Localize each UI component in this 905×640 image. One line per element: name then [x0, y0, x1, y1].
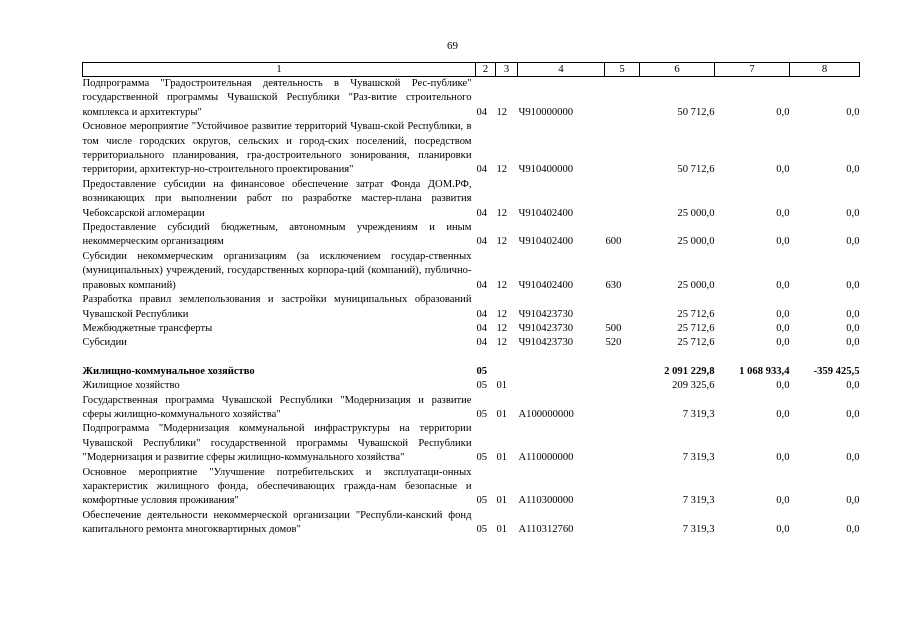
- row-name: Основное мероприятие "Устойчивое развитие территорий Чуваш-ской Республики, в том числе городских округов, сельских и город-ских поселений, посредством территориального планирования, гра-достроительного зонирования, планировки территории, архитектур-но-строительного проектирования": [82, 121, 472, 176]
- table-row: [83, 178, 860, 221]
- row-amount-1: 50 712,6: [677, 106, 715, 118]
- header-row: [83, 63, 860, 77]
- row-expense-type: [605, 120, 640, 178]
- row-subsection: [496, 365, 518, 379]
- row-section: 04: [476, 236, 488, 248]
- spacer-row: [83, 351, 860, 365]
- header-col-6: 6: [640, 63, 715, 77]
- row-section: 04: [476, 322, 488, 334]
- row-amount-2: 0,0: [776, 164, 790, 176]
- row-target-article: А110300000: [518, 495, 574, 507]
- row-section: 05: [476, 524, 488, 536]
- row-subsection: 12: [496, 308, 508, 320]
- row-target-article: Ч910423730: [518, 337, 574, 349]
- row-name: Жилищно-коммунальное хозяйство: [82, 365, 255, 377]
- row-amount-2: 0,0: [776, 452, 790, 464]
- row-section: 04: [476, 106, 488, 118]
- header-col-8: 8: [790, 63, 860, 77]
- row-amount-1: 50 712,6: [677, 164, 715, 176]
- row-expense-type: [605, 178, 640, 221]
- row-section: 04: [476, 279, 488, 291]
- table-row: [83, 379, 860, 393]
- row-amount-3: 0,0: [846, 495, 860, 507]
- row-target-article: Ч910000000: [518, 106, 574, 118]
- row-section: 05: [476, 495, 488, 507]
- row-expense-type: [605, 365, 640, 379]
- spacer-cell: [83, 351, 860, 365]
- row-amount-2: 0,0: [776, 279, 790, 291]
- row-expense-type: [605, 77, 640, 121]
- row-target-article: Ч910400000: [518, 164, 574, 176]
- row-expense-type: [605, 422, 640, 465]
- row-section: 04: [476, 308, 488, 320]
- table-row: [83, 293, 860, 322]
- table-row: [83, 250, 860, 293]
- row-name: Подпрограмма "Модернизация коммунальной инфраструктуры на территории Чувашской Республики" государственной программы Чувашской Республики "Модернизация и развитие сферы жилищно-коммунального хозяйства": [82, 423, 472, 464]
- header-col-4: 4: [518, 63, 605, 77]
- row-name: Субсидии: [82, 337, 127, 349]
- row-amount-3: 0,0: [846, 308, 860, 320]
- row-target-article: А110000000: [518, 452, 574, 464]
- table-row: [83, 322, 860, 336]
- row-amount-1: 25 000,0: [677, 207, 715, 219]
- row-name: Подпрограмма "Градостроительная деятельность в Чувашской Рес-публике" государственной программы Чувашской Республики "Раз-витие строительного комплекса и архитектуры": [82, 78, 472, 118]
- row-amount-3: 0,0: [846, 337, 860, 349]
- row-section: 04: [476, 337, 488, 349]
- row-amount-2: 0,0: [776, 408, 790, 420]
- row-amount-1: 2 091 229,8: [664, 365, 715, 377]
- row-amount-2: 0,0: [776, 308, 790, 320]
- row-name: Обеспечение деятельности некоммерческой организации "Республи-канский фонд капитального ремонта многоквартирных домов": [82, 509, 472, 536]
- row-amount-2: 0,0: [776, 207, 790, 219]
- row-expense-type: [605, 394, 640, 423]
- row-expense-type: 600: [605, 236, 622, 248]
- header-col-1: 1: [83, 63, 476, 77]
- row-amount-1: 209 325,6: [672, 380, 715, 392]
- row-section: 04: [476, 207, 488, 219]
- row-target-article: Ч910402400: [518, 207, 574, 219]
- row-amount-1: 7 319,3: [682, 495, 715, 507]
- row-name: Предоставление субсидии на финансовое обеспечение затрат Фонда ДОМ.РФ, возникающих при выполнении работ по разработке мастер-плана развития Чебоксарской агломерации: [82, 178, 472, 219]
- table-row: [83, 365, 860, 379]
- header-col-7: 7: [715, 63, 790, 77]
- row-amount-1: 25 712,6: [677, 308, 715, 320]
- row-amount-3: 0,0: [846, 164, 860, 176]
- row-expense-type: [605, 379, 640, 393]
- row-amount-1: 25 000,0: [677, 236, 715, 248]
- row-amount-3: 0,0: [846, 322, 860, 334]
- row-expense-type: 500: [605, 322, 622, 334]
- row-amount-3: 0,0: [846, 380, 860, 392]
- row-amount-1: 7 319,3: [682, 452, 715, 464]
- row-section: 05: [476, 452, 488, 464]
- table-row: [83, 336, 860, 350]
- row-amount-2: 0,0: [776, 524, 790, 536]
- table-row: [83, 394, 860, 423]
- row-amount-2: 0,0: [776, 106, 790, 118]
- row-subsection: 01: [496, 452, 508, 464]
- table-row: [83, 221, 860, 250]
- row-amount-3: 0,0: [846, 207, 860, 219]
- row-amount-3: -359 425,5: [813, 365, 860, 377]
- row-name: Жилищное хозяйство: [82, 380, 180, 392]
- row-section: 05: [476, 408, 488, 420]
- row-target-article: А100000000: [518, 408, 574, 420]
- row-amount-2: 0,0: [776, 495, 790, 507]
- row-section: 05: [476, 380, 488, 392]
- row-expense-type: 520: [605, 337, 622, 349]
- table-body: [83, 77, 860, 538]
- row-name: Основное мероприятие "Улучшение потребительских и эксплуатаци-онных характеристик жилищного фонда, обеспечивающих гражда-нам безопасные и комфортные условия проживания": [82, 466, 472, 507]
- table-row: [83, 120, 860, 178]
- table-row: [83, 509, 860, 538]
- row-target-article: А110312760: [518, 524, 574, 536]
- row-target-article: Ч910402400: [518, 236, 574, 248]
- row-name: Государственная программа Чувашской Республики "Модернизация и развитие сферы жилищно-коммунального хозяйства": [82, 394, 472, 420]
- header-col-5: 5: [605, 63, 640, 77]
- page-number: 69: [447, 40, 458, 52]
- row-amount-1: 7 319,3: [682, 408, 715, 420]
- row-amount-3: 0,0: [846, 524, 860, 536]
- row-expense-type: [605, 509, 640, 538]
- row-section: 05: [476, 365, 488, 377]
- row-subsection: 12: [496, 322, 508, 334]
- row-amount-1: 7 319,3: [682, 524, 715, 536]
- table-row: [83, 77, 860, 121]
- row-amount-2: 1 068 933,4: [739, 365, 790, 377]
- row-amount-1: 25 712,6: [677, 322, 715, 334]
- row-amount-1: 25 712,6: [677, 337, 715, 349]
- row-subsection: 12: [496, 337, 508, 349]
- row-subsection: 01: [496, 495, 508, 507]
- row-name: Межбюджетные трансферты: [82, 322, 213, 334]
- row-amount-2: 0,0: [776, 236, 790, 248]
- row-subsection: 01: [496, 380, 508, 392]
- row-expense-type: [605, 466, 640, 509]
- row-target-article: Ч910423730: [518, 322, 574, 334]
- row-section: 04: [476, 164, 488, 176]
- row-amount-3: 0,0: [846, 452, 860, 464]
- row-subsection: 12: [496, 279, 508, 291]
- row-name: Субсидии некоммерческим организациям (за исключением государ-ственных (муниципальных) учреждений, государственных корпора-ций (компаний), публично-правовых компаний): [82, 250, 472, 291]
- row-amount-3: 0,0: [846, 279, 860, 291]
- row-expense-type: 630: [605, 279, 622, 291]
- row-name: Предоставление субсидий бюджетным, автономным учреждениям и иным некоммерческим организациям: [82, 222, 472, 248]
- header-col-3: 3: [496, 63, 518, 77]
- row-name: Разработка правил землепользования и застройки муниципальных образований Чувашской Республики: [82, 294, 472, 320]
- row-amount-3: 0,0: [846, 106, 860, 118]
- row-subsection: 01: [496, 408, 508, 420]
- row-target-article: [518, 365, 605, 379]
- row-subsection: 12: [496, 164, 508, 176]
- row-amount-1: 25 000,0: [677, 279, 715, 291]
- row-subsection: 01: [496, 524, 508, 536]
- table-row: [83, 422, 860, 465]
- row-amount-2: 0,0: [776, 380, 790, 392]
- row-subsection: 12: [496, 207, 508, 219]
- row-target-article: [518, 379, 605, 393]
- header-col-2: 2: [476, 63, 496, 77]
- row-amount-2: 0,0: [776, 337, 790, 349]
- row-amount-3: 0,0: [846, 408, 860, 420]
- row-amount-2: 0,0: [776, 322, 790, 334]
- row-target-article: Ч910423730: [518, 308, 574, 320]
- table-row: [83, 466, 860, 509]
- budget-table: [82, 62, 860, 538]
- row-subsection: 12: [496, 106, 508, 118]
- row-expense-type: [605, 293, 640, 322]
- row-subsection: 12: [496, 236, 508, 248]
- row-target-article: Ч910402400: [518, 279, 574, 291]
- row-amount-3: 0,0: [846, 236, 860, 248]
